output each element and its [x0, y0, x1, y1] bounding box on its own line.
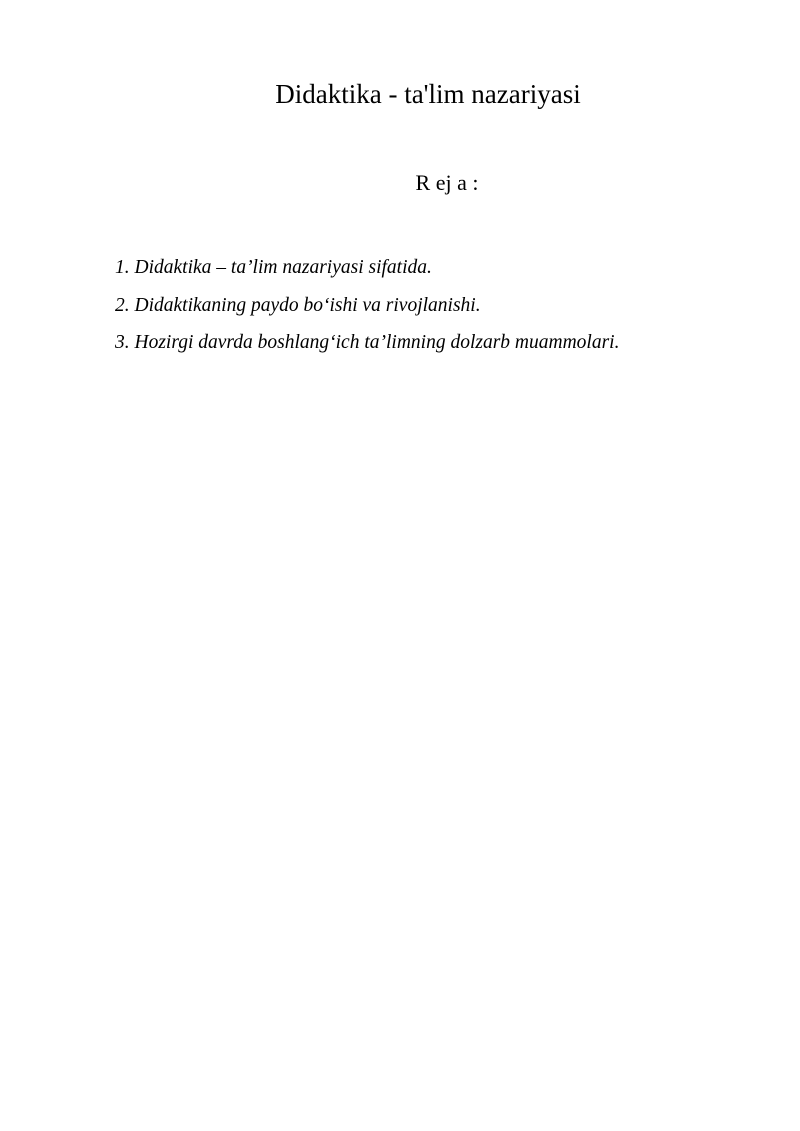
plan-item-3: 3. Hozirgi davrda boshlang‘ich ta’limning dolzarb muammolari.	[115, 332, 620, 353]
plan-item-2: 2. Didaktikaning paydo bo‘ishi va rivojlanishi.	[115, 294, 481, 316]
page-title: Didaktika - ta'lim nazariyasi	[275, 79, 581, 109]
plan-list	[115, 249, 619, 362]
plan-item-1: 1. Didaktika – ta’lim nazariyasi sifatida.	[115, 257, 432, 278]
plan-heading: R ej a :	[415, 170, 479, 195]
